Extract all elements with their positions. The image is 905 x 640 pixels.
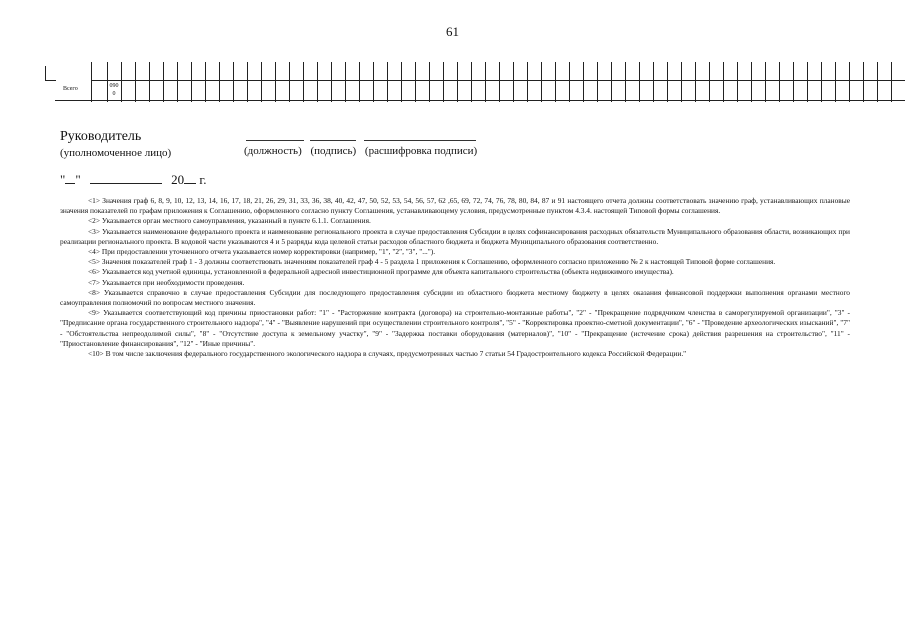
signature-line <box>310 140 356 141</box>
footnote: <10> В том числе заключения федерального государственного экологического надзора в случаях, предусмотренных частью 7 статьи 54 Градостроительного кодекса Российской Федерации." <box>88 349 687 359</box>
table-header-cells <box>91 62 905 81</box>
signatory-subtitle: (уполномоченное лицо) <box>60 147 172 159</box>
total-row-code: 090 0 <box>109 83 119 97</box>
footnote: <8> Указывается справочно в случае предоставления Субсидии для последующего предоставления субсидии из областного бюджета местному бюджету в целях оказания финансовой поддержки выполнения органами местного самоуправления полномочий по вопросам местного значения. <box>60 287 850 308</box>
year-blank <box>184 172 196 184</box>
footnote: <1> Значения граф 6, 8, 9, 10, 12, 13, 14, 16, 17, 18, 21, 26, 29, 31, 33, 36, 38, 40, 42, 47, 50, 52, 53, 54, 56, 57, 62 ,65, 69, 72, 74, 76, 78, 80, 84, 87 и 91 настоящего отчета должны соответствовать значению граф, устанавливающих плановые значения показателей по графам приложения к Соглашению, оформленного согласно пункту Соглашения, устанавливающему условия, предусмотренные пунктом 4.3.4. настоящей Типовой формы соглашения. <box>60 196 850 216</box>
total-row <box>55 80 905 101</box>
caption-position: (должность) <box>244 145 302 157</box>
year-suffix: г. <box>199 172 207 187</box>
footnote: <6> Указывается код учетной единицы, установленной в федеральной адресной инвестиционной программе для объекта капитального строительства (объекта недвижимого имущества). <box>88 267 674 277</box>
date-quote-open: " <box>60 172 66 187</box>
date-quote-close: " <box>75 172 81 187</box>
footnote: <4> При предоставлении уточненного отчета указывается номер корректировки (например, "1", "2", "3", "..."). <box>88 247 436 257</box>
footnote: <9> Указывается соответствующий код причины приостановки работ: "1" - "Расторжение контракта (договора) на строительно-монтажные работы", "2" - "Прекращение подрядчиком членства в саморегулируемой организации", "3" - "Предписание органа государственного строительного надзора", "4" - "Выявление нарушений при осуществлении строительного контроля", "5" - "Корректировка проектно-сметной документации", "6" - "Проведение археологических изысканий", "7" - "Обстоятельства непреодолимой силы", "8" - "Отсутствие доступа к земельному участку", "9" - "Задержка поставки оборудования (материалов)", "10" - "Прекращение (истечение срока) действия разрешения на строительство", "11" - "Приостановление финансирования", "12" - "Иные причины". <box>60 308 850 348</box>
table-left-bracket <box>45 66 56 81</box>
page-number: 61 <box>446 24 459 39</box>
signature-captions <box>244 145 483 157</box>
year-prefix: 20 <box>171 172 185 187</box>
position-line <box>246 140 304 141</box>
report-table-fragment <box>45 60 905 104</box>
footnote: <5> Значения показателей граф 1 - 3 должны соответствовать значениям показателей граф 4 - 5 раздела 1 приложения к Соглашению, оформленного согласно приложению № 2 к настоящей Типовой форме соглашения. <box>88 257 776 267</box>
date-line <box>60 172 207 188</box>
caption-signature: (подпись) <box>310 145 357 157</box>
caption-decoding: (расшифровка подписи) <box>364 145 478 157</box>
footnote: <3> Указывается наименование федерального проекта и наименование регионального проекта в случае предоставления Субсидии в целях софинансирования расходных обязательств Муниципального образования области, возникающих при реализации регионального проекта. В кодовой части указываются 4 и 5 разряды кода целевой статьи расходов областного бюджета и бюджета Муниципального образования соответственно. <box>60 226 850 246</box>
signatory-block <box>60 128 171 162</box>
total-row-label: Всего <box>63 86 78 92</box>
footnotes <box>60 196 850 359</box>
footnote: <7> Указывается при необходимости проведения. <box>88 277 245 287</box>
signatory-title: Руководитель <box>60 129 142 144</box>
day-blank <box>65 172 75 184</box>
footnote: <2> Указывается орган местного самоуправления, указанный в пункте 6.1.1. Соглашения. <box>88 216 371 226</box>
month-blank <box>90 172 162 184</box>
decoding-line <box>364 140 476 141</box>
